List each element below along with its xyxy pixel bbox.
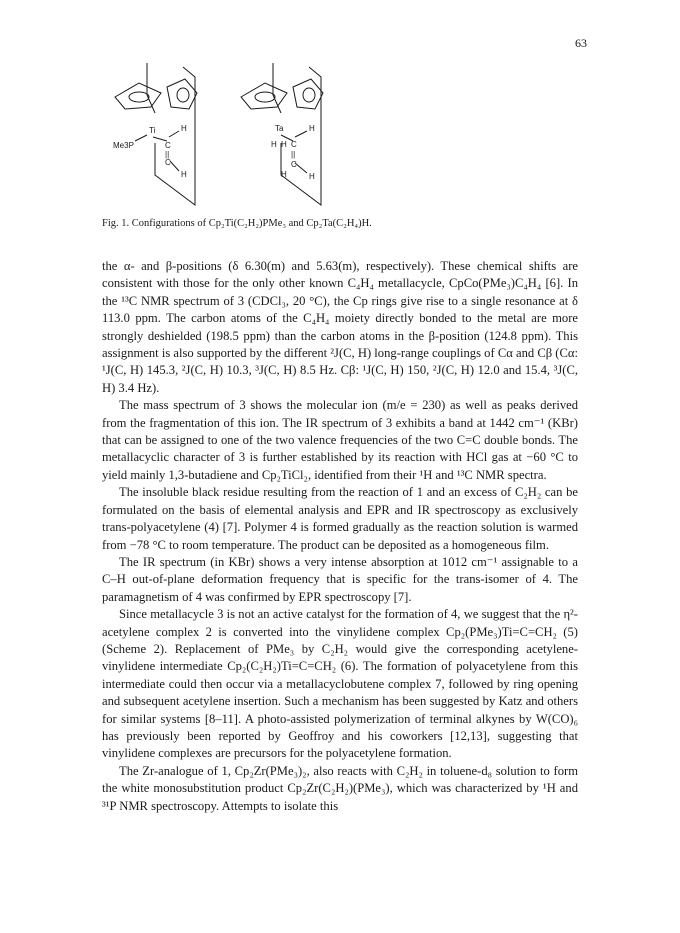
label-c-bottom-right: C <box>291 160 297 169</box>
left-c-h-bond-bottom <box>170 161 179 171</box>
label-ti: Ti <box>149 126 156 135</box>
paragraph-3: The insoluble black residue resulting from the reaction of 1 and an excess of C₂H₂ can be formulated on the basis of elemental analysis and EPR and IR spectroscopy as exclusively trans-polyacetylene (4) [7]. Polymer 4 is formed gradually as the reaction solution is warmed from −78 °C to room temperature. The product can be deposited as a homogeneous film. <box>102 485 578 552</box>
paragraph-6: The Zr-analogue of 1, Cp₂Zr(PMe₃)₂, also reacts with C₂H₂ in toluene-d₈ solution to form the white monosubstitution product Cp₂Zr(C₂H₂)(PMe₃), which was characterized by ¹H and ³¹P NMR spectroscopy. Attempts to isolate this <box>102 763 578 813</box>
right-c-h-bond-bottom <box>295 163 307 173</box>
cp-ring-3 <box>241 83 287 109</box>
label-h-ta: H <box>271 140 277 149</box>
paragraph-1: the α- and β-positions (δ 6.30(m) and 5.63(m), respectively). These chemical shifts are consistent with those for the only other known C₄H₄ metallacycle, CpCo(PMe₃)C₄H₄ [6]. In the ¹³C NMR spectrum of 3 (CDCl₃, 20 °C), the Cp rings give rise to a single resonance at δ 113.0 ppm. The carbon atoms of the C₄H₄ moiety directly bonded to the metal are more strongly deshielded (198.5 ppm) than the carbon atoms in the β-position (124.8 ppm). This assignment is also supported by the different ²J(C, H) long-range couplings of Cα and Cβ (Cα: ¹J(C, H) 145.3, ²J(C, H) 10.3, ³J(C, H) 8.5 Hz. Cβ: ¹J(C, H) 150, ²J(C, H) 12.0 and 15.4, ³J(C, H) 3.4 Hz). <box>102 259 578 395</box>
paragraph-4: The IR spectrum (in KBr) shows a very intense absorption at 1012 cm⁻¹ assignable to a C–H out-of-plane deformation frequency that is specific for the trans-isomer of 4. The paramagnetism of 4 was confirmed by EPR spectroscopy [7]. <box>102 554 578 604</box>
cp-ring-1-inner <box>129 92 149 102</box>
label-c-bottom-left: C <box>165 158 171 167</box>
left-c-h-bond-top <box>169 131 179 137</box>
cp-ring-4 <box>293 79 323 109</box>
right-c-h-bond-top <box>295 131 307 137</box>
figure-structures <box>95 55 395 215</box>
page-number: 63 <box>575 36 587 50</box>
label-h-right-3: H <box>309 172 315 181</box>
left-ti-p-bond <box>135 135 147 141</box>
figure-caption: Fig. 1. Configurations of Cp₂Ti(C₂H₂)PMe₃ and Cp₂Ta(C₂H₄)H. <box>102 218 372 229</box>
body-text <box>102 258 578 815</box>
label-pme3: Me3P <box>113 141 134 150</box>
cp-ring-2-inner <box>177 88 189 102</box>
label-double-bond-left: || <box>165 150 170 159</box>
cp-ring-1 <box>115 83 161 109</box>
label-h-left-1: H <box>181 124 187 133</box>
right-frame-line <box>281 67 321 205</box>
label-ta: Ta <box>275 124 284 133</box>
cp-ring-3-inner <box>255 92 275 102</box>
left-frame-line <box>155 67 195 205</box>
label-c-top-left: C <box>165 141 171 150</box>
structures-svg <box>95 55 395 215</box>
label-double-bond-right: || <box>291 150 296 159</box>
label-h-left-2: H <box>181 170 187 179</box>
paragraph-5: Since metallacycle 3 is not an active catalyst for the formation of 4, we suggest that the η²-acetylene complex 2 is converted into the vinylidene complex Cp₂(PMe₃)Ti=C=CH₂ (5) (Scheme 2). Replacement of PMe₃ by C₂H₂ would give the corresponding acetylene-vinylidene intermediate Cp₂(C₂H₂)Ti=C=CH₂ (6). The formation of polyacetylene from this intermediate could then occur via a metallacyclobutene complex 7, followed by ring opening and subsequent acetylene insertion. Such a mechanism has been suggested by Katz and others for similar systems [8–11]. A photo-assisted polymerization of terminal alkynes by W(CO)₆ has previously been reported by Geoffroy and his coworkers [12,13], suggesting that vinylidene complexes are precursors for the polyacetylene formation. <box>102 607 578 761</box>
paragraph-2: The mass spectrum of 3 shows the molecular ion (m/e = 230) as well as peaks derived from the fragmentation of this ion. The IR spectrum of 3 exhibits a band at 1442 cm⁻¹ (KBr) that can be assigned to one of the two valence frequencies of the two C=C double bonds. The metallacyclic character of 3 is further established by its reaction with HCl gas at −60 °C to yield mainly 1,3-butadiene and Cp₂TiCl₂, identified from their ¹H and ¹³C NMR spectra. <box>102 398 578 482</box>
label-c-top-right: C <box>291 140 297 149</box>
label-h-right-1: H <box>309 124 315 133</box>
label-h-right-c1: H <box>281 140 287 149</box>
cp-ring-2 <box>167 79 197 109</box>
label-h-right-2: H <box>281 170 287 179</box>
cp-ring-4-inner <box>303 88 315 102</box>
